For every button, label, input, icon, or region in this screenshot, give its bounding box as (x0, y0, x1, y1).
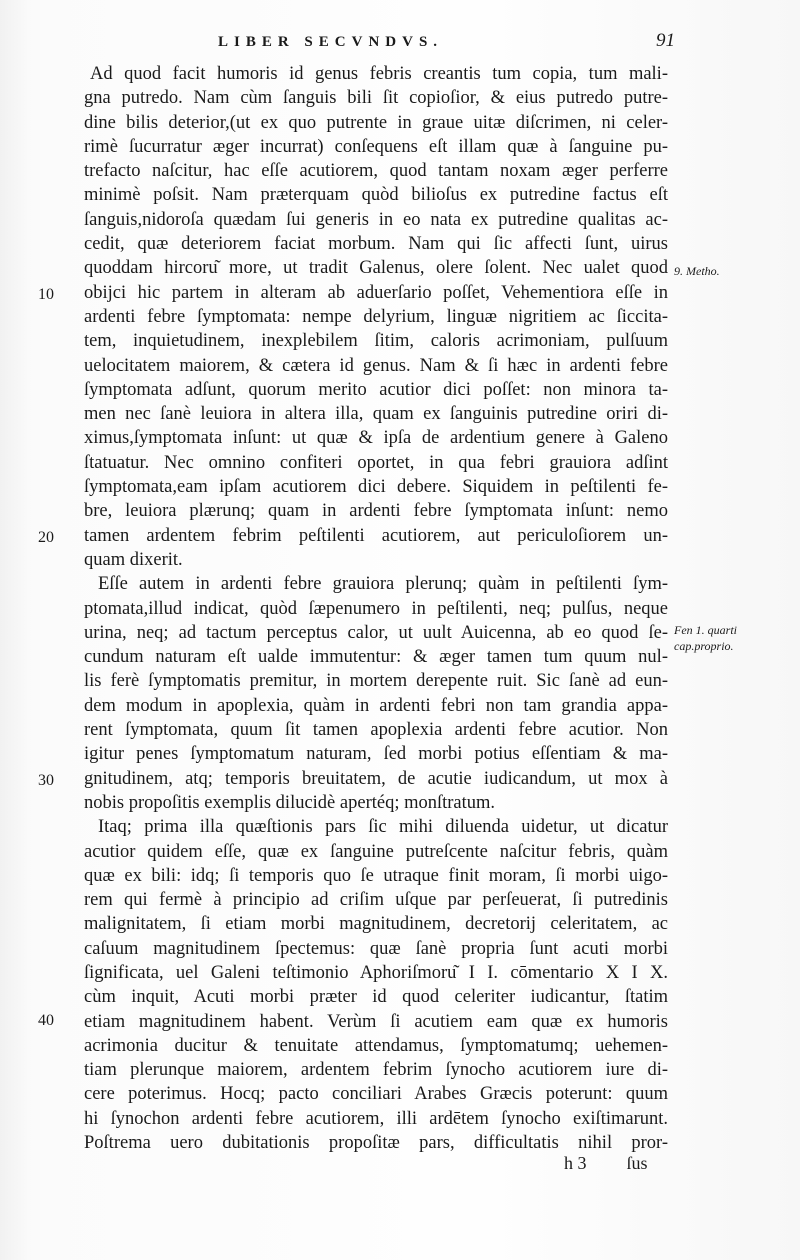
text-line: ximus,ſymptomata inſunt: ut quæ & ipſa de ardentium genere à Galeno (84, 428, 668, 449)
text-line: quæ ex bili: idq; ſi temporis quo ſe utraque finit moram, ſi morbi uigo- (84, 865, 668, 886)
text-line: gna putredo. Nam cùm ſanguis bili ſit copioſior, & eius putredo putre- (84, 88, 668, 109)
text-line: rimè ſucurratur æger incurrat) conſequens eſt illam quæ à ſanguine pu- (84, 136, 668, 157)
text-line: obijci hic partem in alteram ab aduerſario poſſet, Vehementiora eſſe in (84, 282, 668, 303)
margin-note-fen: Fen 1. quarti (674, 623, 737, 637)
catchwords (564, 1153, 648, 1174)
text-line: bre, leuiora plærunq; quam in ardenti febre ſymptomata inſunt: nemo (84, 501, 668, 522)
text-line: nobis propoſitis exemplis dilucidè apertéq; monſtratum. (84, 792, 496, 813)
text-line: ptomata,illud indicat, quòd ſæpenumero in peſtilenti, neq; pulſus, neque (84, 598, 668, 619)
text-line: minimè poſsit. Nam præterquam quòd bilioſus ex putredine factus eſt (84, 185, 668, 206)
text-line: uelocitatem maiorem, & cætera id genus. Nam & ſi hæc in ardenti febre (84, 355, 668, 376)
text-line: ſtatuatur. Nec omnino confiteri oportet, in qua febri grauiora adſint (84, 452, 668, 473)
line-number: 30 (38, 772, 54, 789)
text-line: acrimonia ducitur & tenuitate attendamus, ſymptomatumq; uehemen- (84, 1035, 668, 1056)
text-line: tem, inquietudinem, inexplebilem ſitim, caloris acrimoniam, pulſuum (84, 331, 668, 352)
body-text (84, 62, 668, 1180)
text-line: cedit, quæ deteriorem faciat morbum. Nam qui ſic affecti ſunt, uirus (84, 234, 668, 255)
text-line: Poſtrema uero dubitationis propoſitæ pars, difficultatis nihil pror- (84, 1133, 668, 1154)
text-line: cundum naturam eſt ualde immutentur: & æger tamen tum quum nul- (84, 647, 668, 668)
signature-mark: h 3 (564, 1153, 587, 1173)
line-number: 20 (38, 529, 54, 546)
text-line: rem qui fermè à principio ad criſim uſque par perſeuerat, ſi putredinis (84, 890, 668, 911)
text-line: gnitudinem, atq; temporis breuitatem, de acutie iudicandum, ut mox à (84, 768, 668, 789)
text-line: trefacto naſcitur, hac eſſe acutiorem, quod tantam noxam æger perferre (84, 161, 668, 182)
text-line: cùm inquit, Acuti morbi præter id quod celeriter iudicantur, ſtatim (84, 987, 668, 1008)
text-line: lis ferè ſymptomatis premitur, in mortem derepente ruit. Sic ſanè ad eun- (84, 671, 668, 692)
text-line: cere poterimus. Hocq; pacto conciliari Arabes Græcis poterunt: quum (84, 1084, 668, 1105)
margin-note-method: 9. Metho. (674, 264, 720, 278)
text-line: quoddam hircoru͂ more, ut tradit Galenus, olere ſolent. Nec ualet quod (84, 258, 668, 279)
text-line: hi ſynochon ardenti febre acutiorem, illi ardētem ſynocho exiſtimarunt. (84, 1108, 668, 1129)
text-line: dem modum in apoplexia, quàm in ardenti febri non tam grandia appa- (84, 695, 668, 716)
text-line: dine bilis deterior,(ut ex quo putrente in graue uitæ diſcrimen, ni celer- (84, 112, 668, 133)
text-line: ſymptomata adſunt, quorum merito acutior dici poſſet: non minora ta- (84, 379, 668, 400)
text-line: Eſſe autem in ardenti febre grauiora plerunq; quàm in peſtilenti ſym- (98, 574, 668, 595)
text-line: caſuum magnitudinem ſpectemus: quæ ſanè propria ſunt acuti morbi (84, 938, 668, 959)
text-line: ſymptomata,eam ipſam acutiorem dici debere. Siquidem in peſtilenti fe- (84, 477, 668, 498)
text-line: urina, neq; ad tactum perceptus calor, ut uult Auicenna, ab eo quod ſe- (84, 622, 668, 643)
running-title: LIBER SECVNDVS. (218, 34, 444, 50)
text-line: Itaq; prima illa quæſtionis pars ſic mihi diluenda uidetur, ut dicatur (98, 817, 668, 838)
text-line: quam dixerit. (84, 549, 183, 570)
text-line: men nec ſanè leuiora in altera illa, quam ex ſanguinis putredine oriri di- (84, 404, 668, 425)
text-line: ſanguis,nidoroſa quædam ſui generis in eo nata ex putredine qualitas ac- (84, 209, 668, 230)
text-line: tiam plerunque maiorem, ardentem febrim ſynocho acutiorem iure di- (84, 1060, 668, 1081)
line-number: 10 (38, 286, 54, 303)
text-line: tamen ardentem febrim peſtilenti acutiorem, aut periculoſiorem un- (84, 525, 668, 546)
text-line: Ad quod facit humoris id genus febris creantis tum copia, tum mali- (90, 64, 668, 84)
text-line: ſignificata, uel Galeni teſtimonio Aphoriſmoru͂ I I. cōmentario X I X. (84, 962, 668, 983)
text-line: malignitatem, ſi etiam morbi magnitudinem, decretorij celeritatem, ac (84, 914, 668, 935)
text-line: ardenti febre ſymptomata: nempe delyrium, linguæ nigritiem ac ſiccita- (84, 306, 668, 327)
text-line: etiam magnitudinem habent. Verùm ſi acutiem eam quæ ex humoris (84, 1011, 668, 1032)
line-number: 40 (38, 1012, 54, 1029)
text-line: rent ſymptomata, quum ſit tamen apoplexia ardenti febre acutior. Non (84, 720, 668, 741)
catchword: ſus (626, 1153, 648, 1173)
margin-note-chapter: cap.proprio. (674, 639, 734, 653)
text-line: igitur penes ſymptomatum naturam, ſed morbi potius eſſentiam & ma- (84, 744, 668, 765)
text-line: acutior quidem eſſe, quæ ex ſanguine putreſcente naſcitur febris, quàm (84, 841, 668, 862)
folio-number: 91 (656, 30, 675, 51)
